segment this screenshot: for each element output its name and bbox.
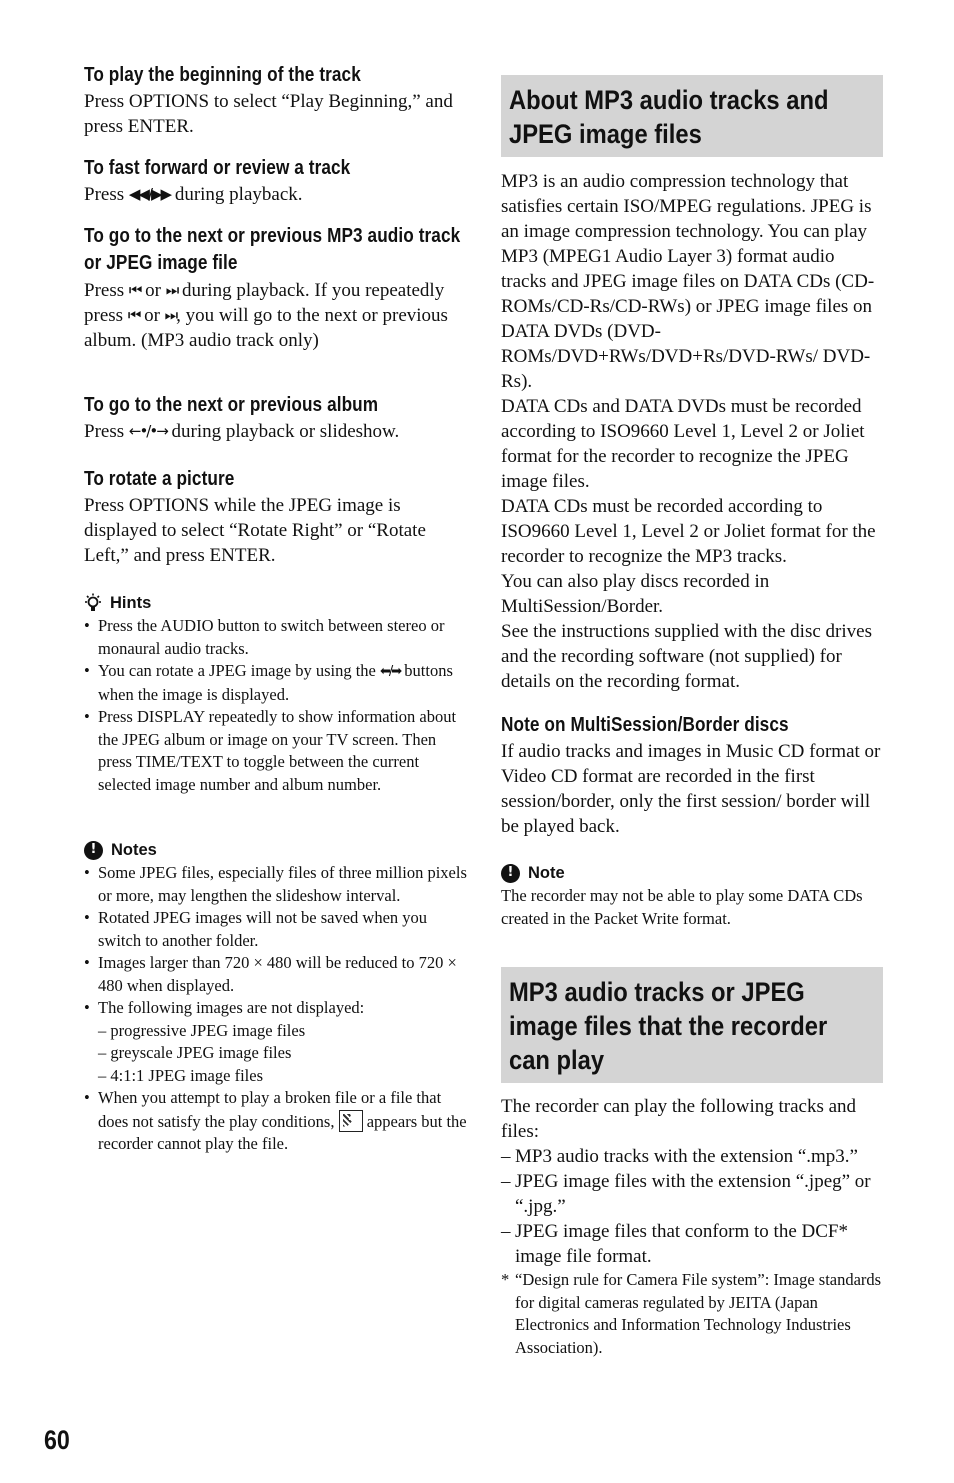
sub-list-item: – 4:1:1 JPEG image files bbox=[98, 1065, 263, 1085]
text-fragment: When you attempt to play a broken file or a file that does not satisfy the play conditions, bbox=[98, 1088, 442, 1131]
section-fast-forward bbox=[84, 155, 468, 207]
list-item: • Press DISPLAY repeatedly to show information about the JPEG album or image on your TV screen. Then press TIME/TEXT to toggle between the current selected image number and album number. bbox=[84, 706, 468, 796]
note-icon: ! bbox=[84, 841, 103, 860]
text-multisession: If audio tracks and images in Music CD format or Video CD format are recorded in the first session/border, only the first session/ border will be played back. bbox=[501, 741, 881, 837]
hints-list bbox=[84, 615, 468, 796]
text-rotate: Press OPTIONS while the JPEG image is displayed to select “Rotate Right” or “Rotate Left,” and press ENTER. bbox=[84, 495, 426, 566]
section-about bbox=[501, 169, 883, 694]
text-next-prev-track bbox=[84, 278, 468, 353]
sub-list-item: – progressive JPEG image files bbox=[98, 1020, 306, 1040]
playable-intro: The recorder can play the following tracks and files: bbox=[501, 1096, 857, 1142]
rewind-fastforward-icon: ◀◀/▶▶ bbox=[128, 185, 171, 203]
text-fast-forward bbox=[84, 182, 468, 207]
section-hints bbox=[84, 592, 468, 796]
next-icon: ⏭ bbox=[165, 281, 178, 299]
heading-next-prev-album: To go to the next or previous album bbox=[84, 394, 379, 416]
text-fragment: or bbox=[140, 280, 166, 301]
about-paragraph: DATA CDs must be recorded according to ISO9660 Level 1, Level 2 or Joliet format for the recorder to recognize the MP3 tracks. bbox=[501, 496, 876, 567]
previous-icon: ⏮ bbox=[127, 306, 140, 324]
section-playable bbox=[501, 1094, 883, 1359]
next-icon: ⏭ bbox=[164, 306, 177, 324]
text-fragment: appears but the recorder cannot play the file. bbox=[98, 1111, 467, 1153]
page-number: 60 bbox=[44, 1425, 70, 1455]
list-item: – MP3 audio tracks with the extension “.mp3.” bbox=[501, 1144, 883, 1169]
heading-next-prev-track: To go to the next or previous MP3 audio track or JPEG image file bbox=[84, 225, 461, 274]
sub-list-item: – greyscale JPEG image files bbox=[98, 1043, 292, 1062]
list-item: – JPEG image files that conform to the DCF* image file format. bbox=[501, 1219, 883, 1269]
playable-title: MP3 audio tracks or JPEG image files that the recorder can play bbox=[509, 977, 828, 1075]
section-next-prev-album bbox=[84, 392, 468, 444]
list-item: – JPEG image files with the extension “.jpeg” or “.jpg.” bbox=[501, 1169, 883, 1219]
playable-banner bbox=[501, 967, 883, 1083]
list-item bbox=[84, 660, 468, 706]
heading-rotate: To rotate a picture bbox=[84, 468, 235, 490]
text-fragment: You can rotate a JPEG image by using the bbox=[98, 661, 380, 680]
text-fragment: buttons when the image is displayed. bbox=[98, 661, 453, 704]
text-play-beginning: Press OPTIONS to select “Play Beginning,” and press ENTER. bbox=[84, 91, 453, 137]
list-item bbox=[84, 997, 468, 1087]
heading-play-beginning: To play the beginning of the track bbox=[84, 64, 361, 86]
notes-list bbox=[84, 862, 468, 1156]
text-fragment: during playback. bbox=[170, 184, 303, 205]
left-right-arrows-icon: ⬅/➡ bbox=[380, 664, 401, 679]
text-next-prev-album bbox=[84, 419, 468, 444]
heading-multisession: Note on MultiSession/Border discs bbox=[501, 714, 789, 736]
note-label: Note bbox=[528, 864, 565, 882]
text-fragment: during playback. If you repeatedly press bbox=[84, 280, 445, 326]
broken-file-icon bbox=[339, 1110, 363, 1132]
text-fragment: during playback or slideshow. bbox=[166, 421, 400, 442]
list-item bbox=[84, 1087, 468, 1156]
notes-heading bbox=[84, 839, 468, 861]
lightbulb-icon bbox=[84, 593, 102, 613]
hints-heading bbox=[84, 592, 468, 614]
about-banner bbox=[501, 75, 883, 157]
list-item: • Press the AUDIO button to switch between stereo or monaural audio tracks. bbox=[84, 615, 468, 660]
section-rotate bbox=[84, 466, 468, 568]
text-fragment: The following images are not displayed: bbox=[98, 998, 365, 1017]
section-multisession bbox=[501, 712, 883, 839]
about-paragraph: MP3 is an audio compression technology that satisfies certain ISO/MPEG regulations. JPEG is an image compression technology. You can play MP3 (MPEG1 Audio Layer 3) format audio tracks and JPEG image files on DATA CDs (CD-ROMs/CD-Rs/CD-RWs) or JPEG image files on DATA DVDs (DVD-ROMs/DVD+RWs/DVD+Rs/DVD-RWs/ DVD-Rs). bbox=[501, 171, 875, 392]
list-item: • Some JPEG files, especially files of three million pixels or more, may lengthen the slideshow interval. bbox=[84, 862, 468, 907]
section-next-prev-track bbox=[84, 223, 468, 353]
footnote: * “Design rule for Camera File system”: Image standards for digital cameras regulated by JEITA (Japan Electronics and Information Technology Industries Association). bbox=[501, 1269, 883, 1359]
hints-label: Hints bbox=[110, 594, 152, 612]
heading-fast-forward: To fast forward or review a track bbox=[84, 157, 351, 179]
section-notes bbox=[84, 839, 468, 1156]
playable-list bbox=[501, 1144, 883, 1269]
list-item: • Rotated JPEG images will not be saved when you switch to another folder. bbox=[84, 907, 468, 952]
notes-label: Notes bbox=[111, 841, 157, 859]
text-fragment: Press bbox=[84, 421, 129, 442]
section-play-beginning bbox=[84, 62, 468, 139]
note-text: The recorder may not be able to play some DATA CDs created in the Packet Write format. bbox=[501, 886, 863, 928]
about-paragraph: DATA CDs and DATA DVDs must be recorded according to ISO9660 Level 1, Level 2 or Joliet format for the recorder to recognize the JPEG image files. bbox=[501, 396, 865, 492]
about-paragraph: You can also play discs recorded in MultiSession/Border. bbox=[501, 571, 770, 617]
text-fragment: , you will go to the next or previous album. (MP3 audio track only) bbox=[84, 305, 448, 351]
about-title: About MP3 audio tracks and JPEG image files bbox=[509, 85, 829, 149]
text-fragment: or bbox=[139, 305, 165, 326]
text-fragment: Press bbox=[84, 184, 129, 205]
list-item: • Images larger than 720 × 480 will be reduced to 720 × 480 when displayed. bbox=[84, 952, 468, 997]
previous-icon: ⏮ bbox=[128, 281, 141, 299]
note-heading bbox=[501, 862, 883, 884]
left-right-dot-arrows-icon: ←•/•→ bbox=[128, 422, 167, 440]
note-icon: ! bbox=[501, 864, 520, 883]
section-note bbox=[501, 862, 883, 930]
about-paragraph: See the instructions supplied with the disc drives and the recording software (not supplied) for details on the recording format. bbox=[501, 621, 872, 692]
text-fragment: Press bbox=[84, 280, 129, 301]
